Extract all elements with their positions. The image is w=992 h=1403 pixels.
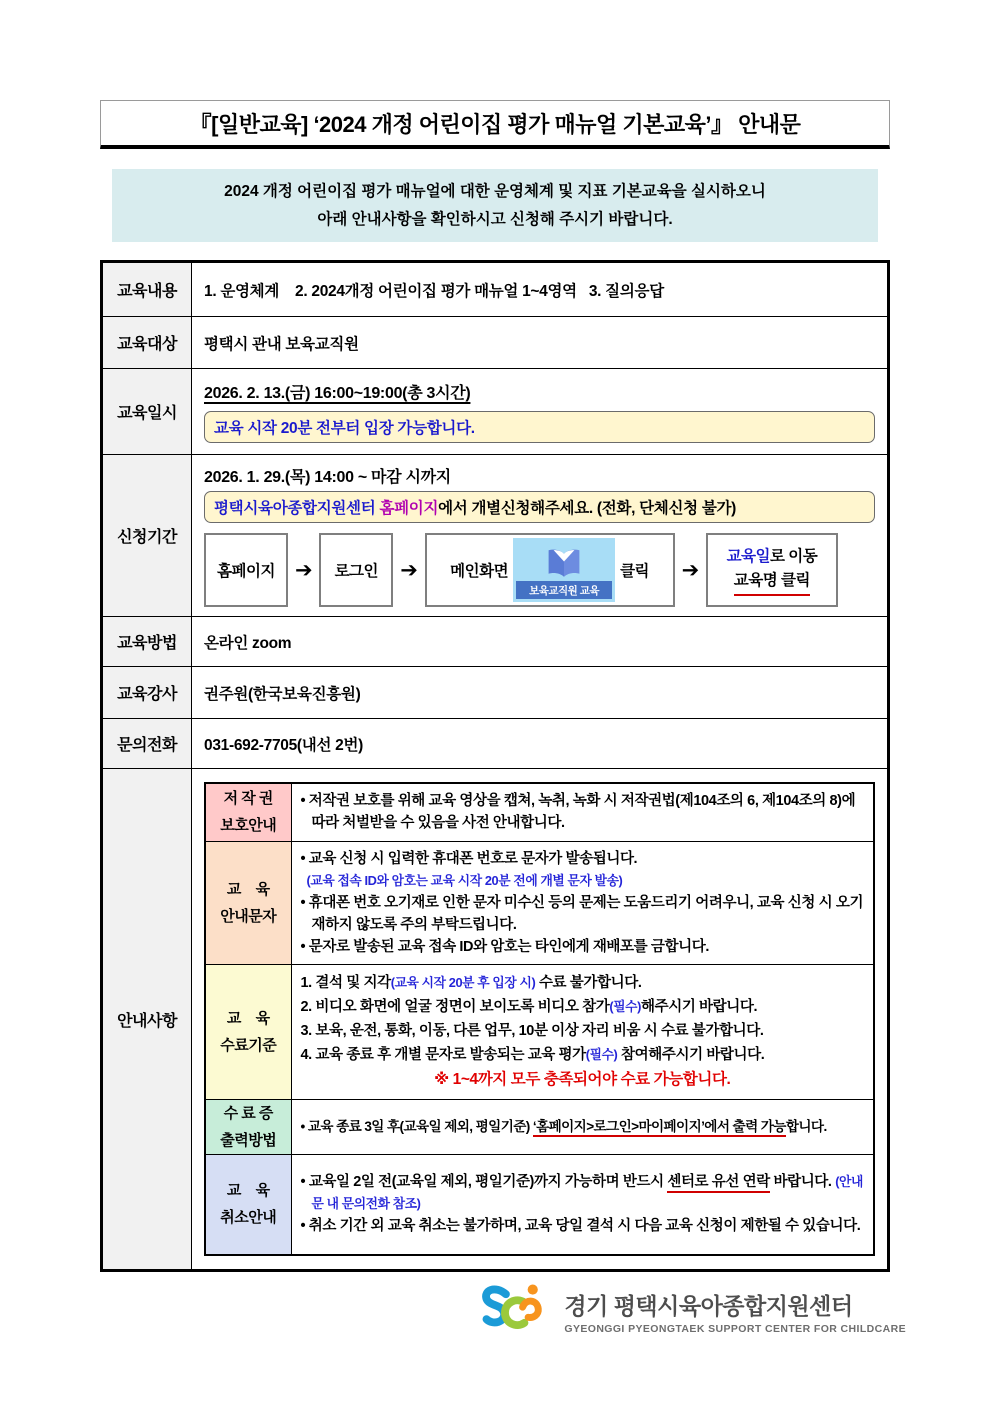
notice-document (100, 100, 890, 1272)
page-title: 『[일반교육] ‘2024 개정 어린이집 평가 매뉴얼 기본교육’』 안내문 (100, 100, 890, 149)
org-name-english: GYEONGGI PYEONGTAEK SUPPORT CENTER FOR CHILDCARE (564, 1323, 906, 1335)
cancel-bullet-2: • 취소 기간 외 교육 취소는 불가하며, 교육 당일 결석 시 다음 교육 신청이 제한될 수 있습니다. (300, 1218, 861, 1235)
row-phone-label: 문의전화 (102, 719, 192, 769)
row-info (102, 769, 889, 1271)
flow-step-education-day (706, 533, 838, 607)
completion-item-1-bold: 결석 및 지각 (315, 974, 391, 991)
certificate-mid: (교육일 제외, 평일기준) (399, 1118, 533, 1134)
education-date: 2026. 2. 13.(금) 16:00~19:00(총 3시간) (204, 385, 471, 402)
cancel-b1-pre: • (300, 1174, 309, 1191)
copyright-text-cell (291, 783, 874, 841)
completion-item-1 (301, 971, 865, 995)
entry-note: 교육 시작 20분 전부터 입장 가능합니다. (204, 411, 875, 443)
certificate-label-line1: 수 료 증 (223, 1104, 273, 1122)
flow-step-login: 로그인 (319, 533, 393, 607)
info-row-sms (205, 841, 874, 964)
completion-item-4-bold: 교육 평가 (527, 1046, 586, 1063)
certificate-bold: 교육 종료 3일 후 (307, 1118, 400, 1134)
certificate-label (205, 1099, 291, 1154)
sms-text-cell (291, 841, 874, 964)
row-method-label: 교육방법 (102, 617, 192, 667)
completion-item-2-blue: (필수) (609, 998, 641, 1014)
apply-notice-rest: (전화, 단체신청 불가) (592, 500, 737, 517)
row-method (102, 617, 889, 667)
row-datetime-label: 교육일시 (102, 369, 192, 455)
certificate-underlined: ‘홈페이지>로그인>마이페이지’에서 출력 가능 (533, 1119, 786, 1137)
row-target-value: 평택시 관내 보육교직원 (192, 317, 889, 369)
apply-notice-mid: 에서 (438, 500, 472, 517)
edu-tile-label: 보육교직원 교육 (516, 581, 612, 599)
flow-education-day-line (727, 545, 818, 569)
completion-text-cell (291, 964, 874, 1099)
completion-item-4 (301, 1043, 865, 1067)
row-instructor (102, 667, 889, 719)
open-book-icon (544, 546, 584, 580)
completion-item-1-pre: 1. (300, 974, 316, 991)
cancel-label (205, 1154, 291, 1255)
completion-label-line1: 교 육 (226, 1009, 270, 1027)
info-row-completion (205, 964, 874, 1099)
info-subtable (204, 782, 875, 1256)
flow-arrow-icon: ➔ (295, 558, 313, 582)
flow-education-day-blue: 교육일 (726, 547, 770, 565)
intro-banner (112, 169, 878, 242)
completion-item-2-pre: 2. 비디오 화면에 얼굴 정면이 보이도록 (300, 998, 538, 1015)
certificate-pre: • (300, 1118, 308, 1134)
apply-period: 2026. 1. 29.(목) 14:00 ~ 마감 시까지 (204, 469, 451, 486)
flow-arrow-icon: ➔ (681, 558, 699, 582)
row-info-value (192, 769, 889, 1271)
info-row-cancel (205, 1154, 874, 1255)
row-content (102, 262, 889, 317)
row-method-value: 온라인 zoom (192, 617, 889, 667)
completion-item-1-post: 수료 불가합니다. (535, 974, 642, 991)
sms-bullet-1: • 교육 신청 시 입력한 휴대폰 번호로 문자가 발송됩니다. (300, 850, 638, 867)
certificate-post: 합니다. (785, 1118, 827, 1134)
org-name-korean: 경기 평택시육아종합지원센터 (564, 1293, 853, 1319)
copyright-label-line2: 보호안내 (220, 817, 277, 835)
intro-line-1: 2024 개정 어린이집 평가 매뉴얼에 대한 운영체계 및 지표 기본교육을 실시하오니 (224, 183, 766, 200)
row-datetime (102, 369, 889, 455)
flow-education-name-click: 교육명 클릭 (734, 569, 810, 596)
sms-label (205, 841, 291, 964)
completion-item-2-post: 해주시기 바랍니다. (641, 998, 758, 1015)
certificate-text (301, 1116, 865, 1138)
row-content-value: 1. 운영체계 2. 2024개정 어린이집 평가 매뉴얼 1~4영역 3. 질의응답 (192, 262, 889, 317)
sms-bullet-2: • 휴대폰 번호 오기재로 인한 문자 미수신 등의 문제는 도움드리기 어려우니, 교육 신청 시 오기재하지 않도록 주의 부탁드립니다. (300, 894, 864, 933)
row-apply (102, 455, 889, 617)
intro-line-2: 아래 안내사항을 확인하시고 신청해 주시기 바랍니다. (317, 211, 673, 228)
sms-label-line2: 안내문자 (220, 907, 277, 925)
certificate-text-cell (291, 1099, 874, 1154)
completion-item-4-post: 참여해주시기 바랍니다. (617, 1046, 765, 1063)
flow-arrow-icon: ➔ (400, 558, 418, 582)
apply-notice (204, 491, 875, 523)
notice-table (100, 260, 890, 1272)
copyright-text: • 저작권 보호를 위해 교육 영상을 캡쳐, 녹취, 녹화 시 저작권법(제104조의 6, 제104조의 8)에 따라 처벌받을 수 있음을 사전 안내합니다. (300, 793, 856, 832)
copyright-label (205, 783, 291, 841)
org-name-block (564, 1288, 906, 1335)
cancel-b1-blue: (안내문 내 문의전화 참조) (311, 1174, 863, 1212)
apply-flow-diagram (204, 533, 875, 607)
apply-notice-center: 평택시육아종합지원센터 (214, 500, 380, 517)
completion-note: ※ 1~4까지 모두 충족되어야 수료 가능합니다. (434, 1070, 731, 1088)
childcare-education-icon (513, 538, 615, 602)
completion-label (205, 964, 291, 1099)
flow-step-mainscreen (425, 533, 675, 607)
flow-mainscreen-label: 메인화면 (450, 563, 509, 580)
center-logo-icon (480, 1278, 554, 1345)
flow-click-label: 클릭 (620, 563, 650, 580)
cancel-b1-underlined: 센터로 유선 연락 (667, 1174, 770, 1193)
completion-item-4-blue: (필수) (585, 1046, 618, 1062)
cancel-b1-post: 바랍니다. (769, 1174, 836, 1191)
sms-bullet-1-sub: (교육 접속 ID와 암호는 교육 시작 20분 전에 개별 문자 발송) (306, 872, 623, 888)
apply-notice-apply: 개별신청해주세요. (471, 500, 593, 517)
certificate-label-line2: 출력방법 (220, 1131, 277, 1149)
footer (0, 1278, 992, 1345)
cancel-b1-bold: 교육일 2일 전 (308, 1174, 392, 1191)
cancel-text-cell (291, 1154, 874, 1255)
row-instructor-value: 권주원(한국보육진흥원) (192, 667, 889, 719)
info-row-certificate (205, 1099, 874, 1154)
cancel-bullet-1 (301, 1171, 865, 1215)
completion-item-1-blue: (교육 시작 20분 후 입장 시) (390, 974, 536, 990)
completion-item-3: 3. 보육, 운전, 통화, 이동, 다른 업무, 10분 이상 자리 비움 시 수료 불가합니다. (300, 1022, 764, 1039)
row-content-label: 교육내용 (102, 262, 192, 317)
flow-education-day-rest: 로 이동 (769, 547, 818, 565)
row-phone-value: 031-692-7705(내선 2번) (192, 719, 889, 769)
row-datetime-value (192, 369, 889, 455)
completion-item-2 (301, 995, 865, 1019)
copyright-label-line1: 저 작 권 (223, 790, 273, 808)
row-phone (102, 719, 889, 769)
row-apply-value (192, 455, 889, 617)
completion-item-2-bold: 비디오 참가 (537, 998, 610, 1015)
row-info-label: 안내사항 (102, 769, 192, 1271)
row-instructor-label: 교육강사 (102, 667, 192, 719)
completion-label-line2: 수료기준 (220, 1036, 277, 1054)
cancel-b1-mid: (교육일 제외, 평일기준)까지 가능하며 반드시 (391, 1174, 668, 1191)
row-apply-label: 신청기간 (102, 455, 192, 617)
flow-step-homepage: 홈페이지 (204, 533, 288, 607)
row-target (102, 317, 889, 369)
cancel-label-line2: 취소안내 (220, 1209, 277, 1227)
cancel-label-line1: 교 육 (226, 1182, 270, 1200)
completion-item-4-pre: 4. 교육 종료 후 개별 문자로 발송되는 (300, 1046, 528, 1063)
row-target-label: 교육대상 (102, 317, 192, 369)
info-row-copyright (205, 783, 874, 841)
sms-bullet-3: • 문자로 발송된 교육 접속 ID와 암호는 타인에게 재배포를 금합니다. (300, 938, 709, 955)
sms-label-line1: 교 육 (226, 880, 270, 898)
apply-notice-homepage: 홈페이지 (379, 500, 439, 517)
